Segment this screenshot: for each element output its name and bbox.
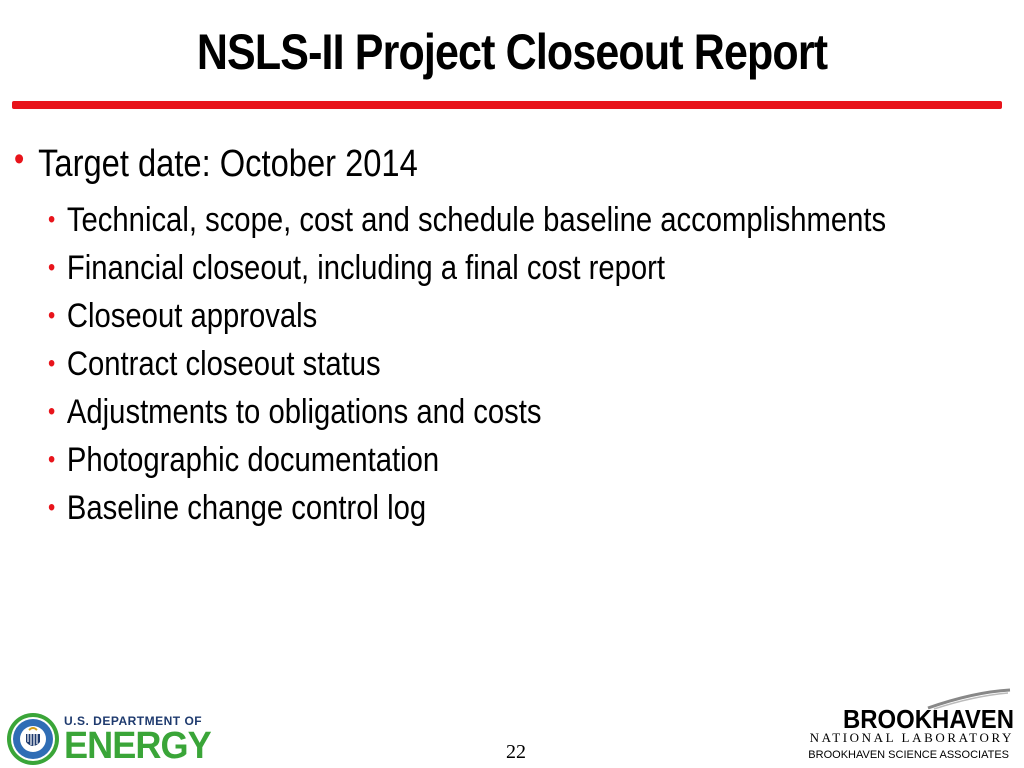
sub-bullet <box>48 340 994 388</box>
bullet-dot-icon: • <box>48 302 56 329</box>
bnl-associates-text: BROOKHAVEN SCIENCE ASSOCIATES <box>808 749 1009 761</box>
bnl-logo <box>804 688 1014 766</box>
doe-department-text: U.S. DEPARTMENT OF <box>64 714 203 728</box>
sub-bullet-text: Financial closeout, including a final cost report <box>66 249 666 287</box>
sub-bullet <box>48 244 994 292</box>
sub-bullet <box>48 436 994 484</box>
doe-logo <box>6 710 218 768</box>
main-bullet-text: Target date: October 2014 <box>38 143 418 185</box>
bnl-name-text: BROOKHAVEN <box>843 704 1014 734</box>
sub-bullet <box>48 292 994 340</box>
main-bullet <box>14 142 418 186</box>
sub-bullet-text: Photographic documentation <box>66 441 440 479</box>
page-number: 22 <box>506 741 526 763</box>
sub-bullet <box>48 388 994 436</box>
sub-bullet-text: Contract closeout status <box>66 345 381 383</box>
bullet-dot-icon: • <box>48 206 56 233</box>
bullet-dot-icon: • <box>48 398 56 425</box>
doe-energy-text: ENERGY <box>64 725 211 767</box>
sub-bullet-text: Closeout approvals <box>66 297 318 335</box>
bullet-dot-icon: • <box>48 494 56 521</box>
doe-wordmark <box>64 714 218 767</box>
doe-seal-icon <box>6 712 60 766</box>
slide-title: NSLS-II Project Closeout Report <box>196 24 828 80</box>
bullet-dot-icon: • <box>48 254 56 281</box>
sub-bullet-text: Baseline change control log <box>66 489 427 527</box>
bullet-dot-icon: • <box>48 446 56 473</box>
sub-bullet <box>48 484 994 532</box>
bnl-subtitle-text: NATIONAL LABORATORY <box>809 730 1014 745</box>
bullet-dot-icon: • <box>14 140 25 178</box>
sub-bullet <box>48 196 994 244</box>
bullet-dot-icon: • <box>48 350 56 377</box>
sub-bullet-text: Technical, scope, cost and schedule baseline accomplishments <box>66 201 887 239</box>
sub-bullet-list <box>48 196 994 532</box>
sub-bullet-text: Adjustments to obligations and costs <box>66 393 542 431</box>
